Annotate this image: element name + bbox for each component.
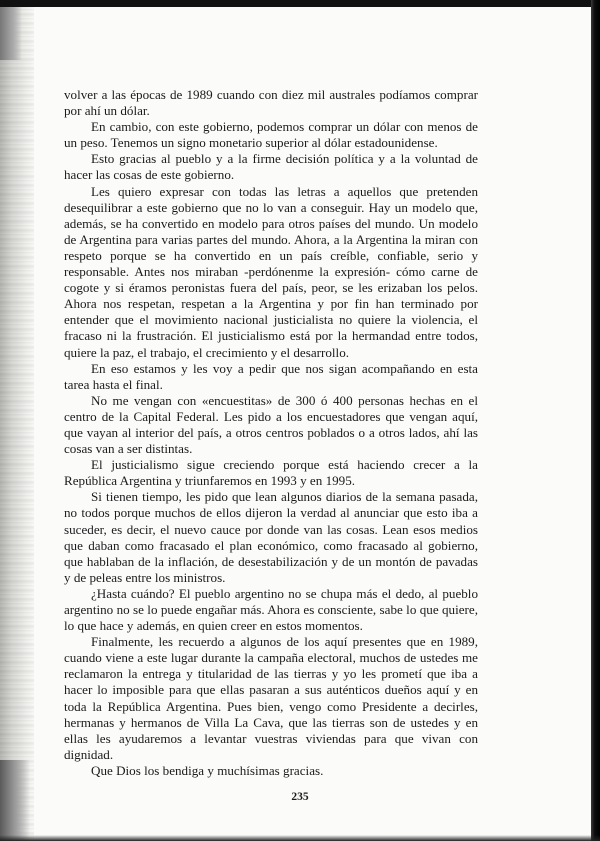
- paragraph: Les quiero expresar con todas las letras a aquellos que pretenden desequilibrar a este gobierno que no lo van a conseguir. Hay un modelo que, además, se ha convertido en modelo para otros países del mundo. Un modelo de Argentina para varias partes del mundo. Ahora, a la Argentina la miran con respeto porque se ha convertido en un país creíble, confiable, serio y responsable. Antes nos miraban -perdónenme la expresión- cómo carne de cogote y si éramos peronistas fuera del país, peor, se les erizaban los pelos. Ahora nos respetan, respetan a la Argentina y por fin han terminado por entender que el movimiento nacional justicialista no quiere la violencia, el fracaso ni la frustración. El justicialismo está por la hermandad entre todos, quiere la paz, el trabajo, el crecimiento y el desarrollo.: [64, 183, 478, 360]
- body-text: [64, 87, 478, 779]
- paragraph: En eso estamos y les voy a pedir que nos sigan acompañando en esta tarea hasta el final.: [64, 360, 478, 392]
- paragraph: volver a las épocas de 1989 cuando con diez mil australes podíamos comprar por ahí un dólar.: [64, 87, 478, 119]
- scan-border-bottom: [0, 835, 600, 841]
- paragraph: ¿Hasta cuándo? El pueblo argentino no se chupa más el dedo, al pueblo argentino no se lo puede engañar más. Ahora es consciente, sabe lo que quiere, lo que hace y además, en quien creer en estos momentos.: [64, 585, 478, 634]
- paragraph: Que Dios los bendiga y muchísimas gracias.: [91, 762, 324, 778]
- paragraph: Finalmente, les recuerdo a algunos de los aquí presentes que en 1989, cuando viene a este lugar durante la campaña electoral, muchos de ustedes me reclamaron la entrega y titularidad de las tierras y yo les prometí que iba a hacer lo imposible para que ellas pasaran a sus auténticos dueños aquí y en toda la República Argentina. Pues bien, vengo como Presidente a decirles, hermanas y hermanos de Villa La Cava, que las tierras son de ustedes y en ellas les ayudaremos a levantar vuestras viviendas para que vivan con dignidad.: [64, 634, 478, 762]
- page-binding-shadow-top: [0, 0, 22, 60]
- page-number: 235: [291, 791, 309, 803]
- scan-border-right: [591, 0, 600, 841]
- paragraph: Esto gracias al pueblo y a la firme decisión política y a la voluntad de hacer las cosas de este gobierno.: [64, 151, 478, 183]
- paragraph: No me vengan con «encuestitas» de 300 ó 400 personas hechas en el centro de la Capital Federal. Les pido a los encuestadores que vengan aquí, que vayan al interior del país, a otros centros poblados o a otros lados, ahí las cosas van a ser distintas.: [64, 392, 478, 457]
- scan-border-top: [0, 0, 600, 7]
- paragraph: En cambio, con este gobierno, podemos comprar un dólar con menos de un peso. Tenemos un signo monetario superior al dólar estadounidense.: [64, 119, 478, 151]
- page-binding-shadow: [0, 0, 34, 841]
- paragraph: El justicialismo sigue creciendo porque está haciendo crecer a la República Argentina y triunfaremos en 1993 y en 1995.: [64, 457, 478, 489]
- paragraph: Si tienen tiempo, les pido que lean algunos diarios de la semana pasada, no todos porque muchos de ellos dijeron la verdad al anunciar que esto iba a suceder, es decir, el nuevo cauce por donde van las cosas. Lean esos medios que daban como fracasado el plan económico, como fracasado al gobierno, que hablaban de la inflación, de desestabilización y de un montón de pavadas y de peleas entre los ministros.: [64, 489, 478, 585]
